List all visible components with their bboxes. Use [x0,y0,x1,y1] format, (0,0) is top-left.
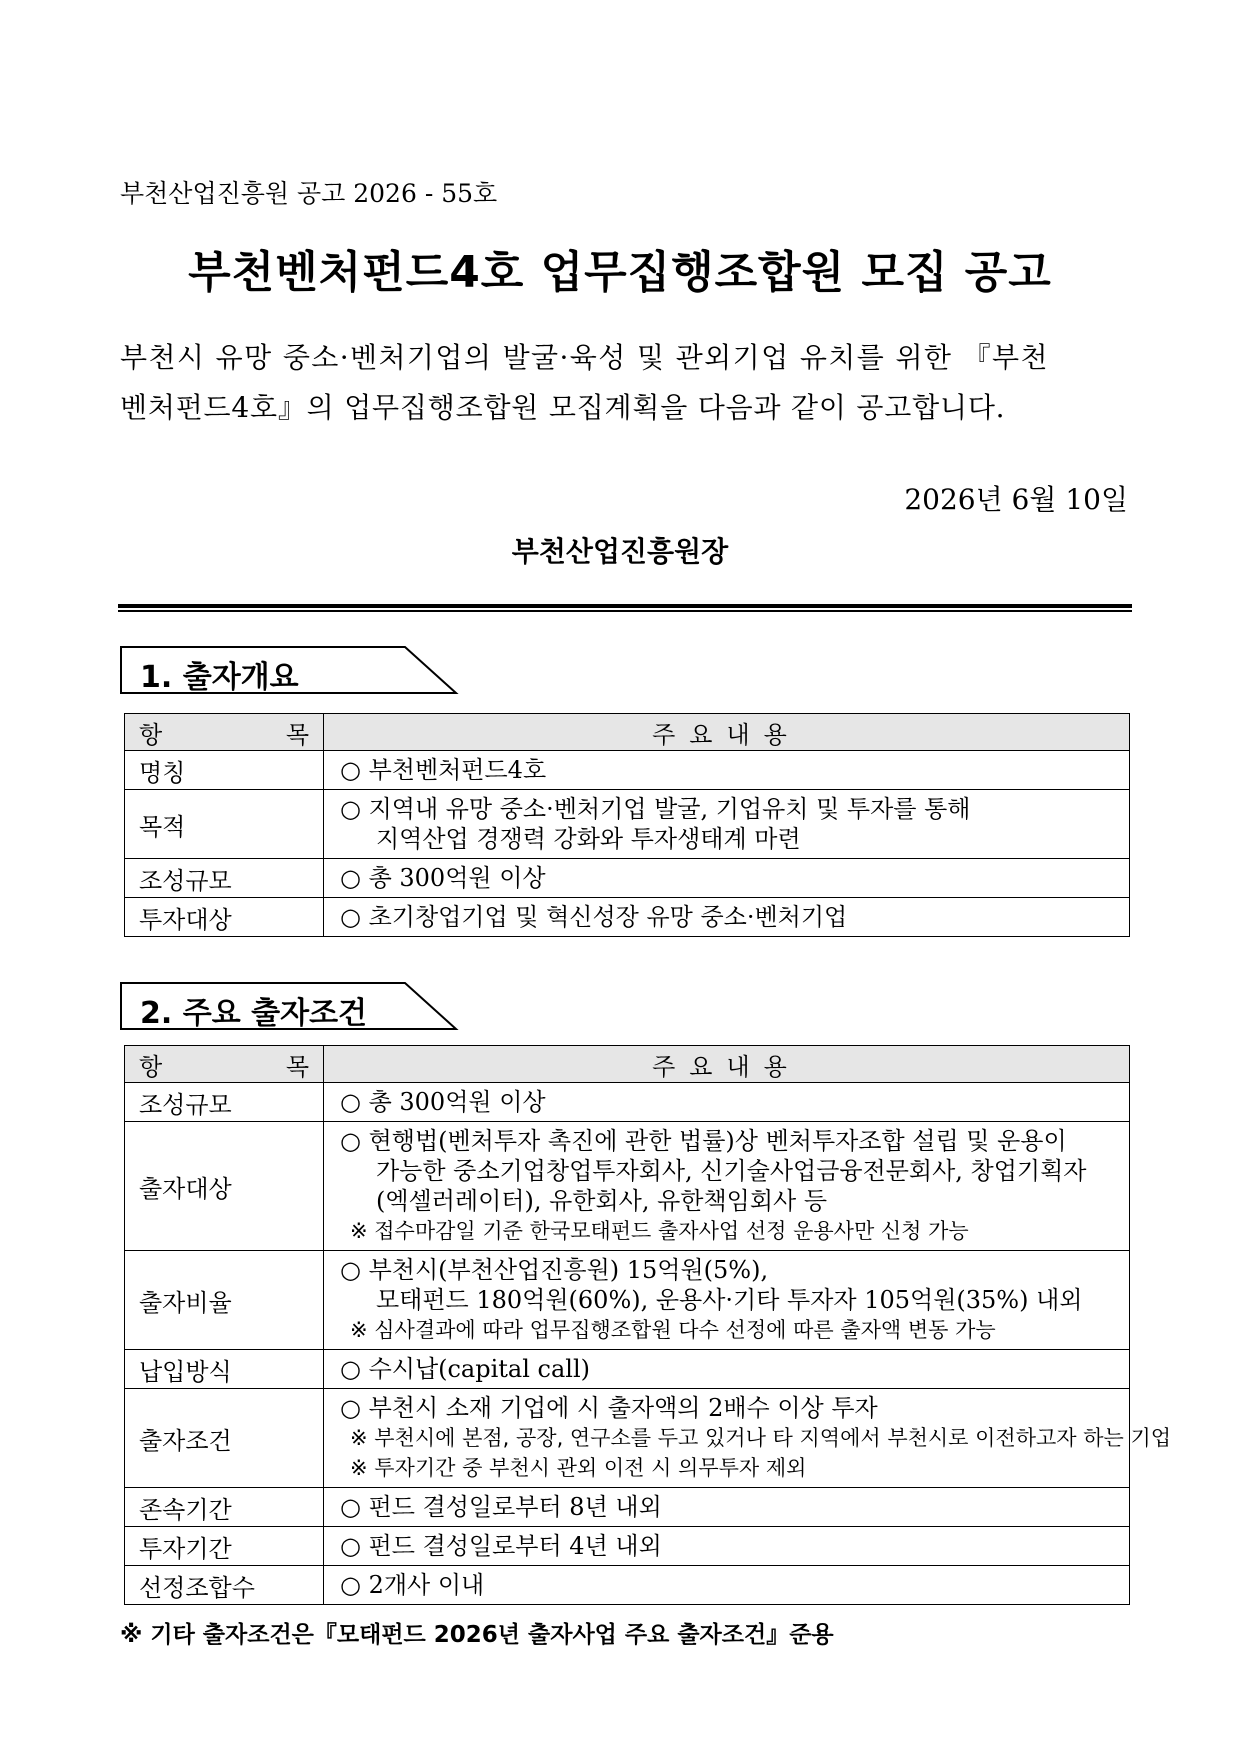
content-line: ○ 부천시(부천산업진흥원) 15억원(5%), [340,1256,769,1284]
content-line: 지역산업 경쟁력 강화와 투자생태계 마련 [376,825,801,853]
row-key: 목적 [125,790,324,859]
row-content [324,1350,1130,1389]
content-line: ○ 2개사 이내 [340,1571,485,1599]
row-key: 명칭 [125,751,324,790]
table-row [125,1350,1130,1389]
row-content [324,1122,1130,1251]
content-note: ※ 부천시에 본점, 공장, 연구소를 두고 있거나 타 지역에서 부천시로 이전하고자 하는 기업 [350,1426,1172,1450]
row-content [324,1389,1172,1488]
row-content [324,1083,1130,1122]
row-content [324,1566,1130,1605]
table-header-row [125,1046,1130,1083]
notice-date: 2026년 6월 10일 [904,483,1128,516]
table-row [125,859,1130,898]
row-key: 존속기간 [125,1488,324,1527]
header-item: 항 목 [125,714,324,751]
content-line: ○ 현행법(벤처투자 촉진에 관한 법률)상 벤처투자조합 설립 및 운용이 [340,1127,1067,1155]
row-key: 조성규모 [125,1083,324,1122]
header-content: 주요내용 [324,1046,1130,1083]
terms-table [124,1045,1172,1605]
intro-line-2: 벤처펀드4호』의 업무집행조합원 모집계획을 다음과 같이 공고합니다. [120,391,1006,424]
content-line: ○ 펀드 결성일로부터 8년 내외 [340,1493,662,1521]
header-item: 항 목 [125,1046,324,1083]
notice-number: 부천산업진흥원 공고 2026 - 55호 [120,179,498,208]
content-line: 모태펀드 180억원(60%), 운용사·기타 투자자 105억원(35%) 내외 [376,1286,1083,1314]
content-line: ○ 지역내 유망 중소·벤처기업 발굴, 기업유치 및 투자를 통해 [340,795,971,823]
content-line: ○ 총 300억원 이상 [340,864,546,892]
content-line: (엑셀러레이터), 유한회사, 유한책임회사 등 [376,1187,827,1215]
table-row [125,1083,1130,1122]
double-rule-divider [118,604,1132,612]
header-content: 주요내용 [324,714,1130,751]
issuer-name: 부천산업진흥원장 [511,535,729,568]
footnote: ※ 기타 출자조건은『모태펀드 2026년 출자사업 주요 출자조건』준용 [120,1622,834,1648]
intro-line-1: 부천시 유망 중소·벤처기업의 발굴·육성 및 관외기업 유치를 위한 『부천 [120,341,1049,374]
row-key: 투자대상 [125,898,324,937]
row-content [324,790,1130,859]
row-content [324,1251,1130,1350]
content-line: ○ 펀드 결성일로부터 4년 내외 [340,1532,662,1560]
row-content [324,898,1130,937]
row-key: 출자비율 [125,1251,324,1350]
content-line: ○ 수시납(capital call) [340,1355,590,1383]
section-1-heading [120,646,460,694]
content-note: ※ 접수마감일 기준 한국모태펀드 출자사업 선정 운용사만 신청 가능 [350,1219,969,1243]
row-key: 출자조건 [125,1389,324,1488]
table-row [125,1488,1130,1527]
table-row [125,751,1130,790]
table-row [125,1566,1130,1605]
section-1-title: 1. 출자개요 [140,660,299,695]
content-line: ○ 부천시 소재 기업에 시 출자액의 2배수 이상 투자 [340,1394,878,1422]
page-title: 부천벤처펀드4호 업무집행조합원 모집 공고 [188,247,1052,298]
row-content [324,1527,1130,1566]
row-content [324,751,1130,790]
row-key: 출자대상 [125,1122,324,1251]
content-note: ※ 투자기간 중 부천시 관외 이전 시 의무투자 제외 [350,1456,807,1480]
row-key: 선정조합수 [125,1566,324,1605]
table-row [125,1527,1130,1566]
row-key: 투자기간 [125,1527,324,1566]
content-note: ※ 심사결과에 따라 업무집행조합원 다수 선정에 따른 출자액 변동 가능 [350,1318,996,1342]
table-row [125,898,1130,937]
table-row [125,1389,1130,1488]
table-row [125,1251,1130,1350]
content-line: ○ 초기창업기업 및 혁신성장 유망 중소·벤처기업 [340,903,848,931]
table-header-row [125,714,1130,751]
content-line: 가능한 중소기업창업투자회사, 신기술사업금융전문회사, 창업기획자 [376,1157,1087,1185]
row-key: 조성규모 [125,859,324,898]
intro-paragraph [120,333,1130,433]
table-row [125,790,1130,859]
row-content [324,1488,1130,1527]
section-2-heading [120,982,460,1030]
content-line: ○ 총 300억원 이상 [340,1088,546,1116]
table-row [125,1122,1130,1251]
content-line: ○ 부천벤처펀드4호 [340,756,547,784]
row-key: 납입방식 [125,1350,324,1389]
section-2-title: 2. 주요 출자조건 [140,996,368,1031]
overview-table [124,713,1130,937]
row-content [324,859,1130,898]
